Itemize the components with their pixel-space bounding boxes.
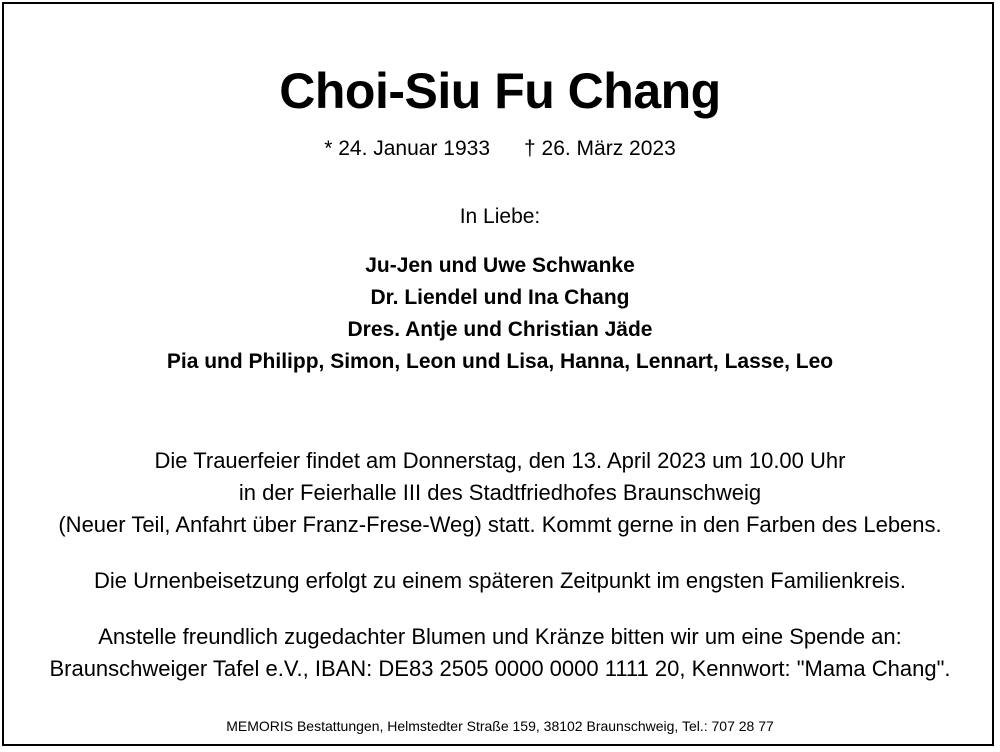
donation-line: Anstelle freundlich zugedachter Blumen und Kränze bitten wir um eine Spende an: <box>98 624 902 649</box>
dedication: In Liebe: <box>459 205 541 228</box>
service-line: in der Feierhalle III des Stadtfriedhofes Braunschweig <box>238 480 762 505</box>
life-dates <box>0 137 1000 161</box>
mourner-line: Ju-Jen und Uwe Schwanke <box>365 254 635 277</box>
birth-date: * 24. Januar 1933 <box>324 137 491 160</box>
mourner-line: Dr. Liendel und Ina Chang <box>370 286 630 309</box>
service-line: Die Trauerfeier findet am Donnerstag, den 13. April 2023 um 10.00 Uhr <box>154 448 846 473</box>
mourner-line: Dres. Antje und Christian Jäde <box>347 318 653 341</box>
funeral-home-footer: MEMORIS Bestattungen, Helmstedter Straße 159, 38102 Braunschweig, Tel.: 707 28 77 <box>226 718 774 734</box>
deceased-name: Choi-Siu Fu Chang <box>279 63 721 119</box>
mourner-line: Pia und Philipp, Simon, Leon und Lisa, Hanna, Lennart, Lasse, Leo <box>166 350 834 373</box>
service-line: (Neuer Teil, Anfahrt über Franz-Frese-Weg) statt. Kommt gerne in den Farben des Lebens. <box>58 512 942 537</box>
burial-note: Die Urnenbeisetzung erfolgt zu einem späteren Zeitpunkt im engsten Familienkreis. <box>94 568 906 593</box>
donation-line: Braunschweiger Tafel e.V., IBAN: DE83 2505 0000 0000 1111 20, Kennwort: "Mama Chang". <box>49 656 951 681</box>
death-date: † 26. März 2023 <box>524 137 676 160</box>
